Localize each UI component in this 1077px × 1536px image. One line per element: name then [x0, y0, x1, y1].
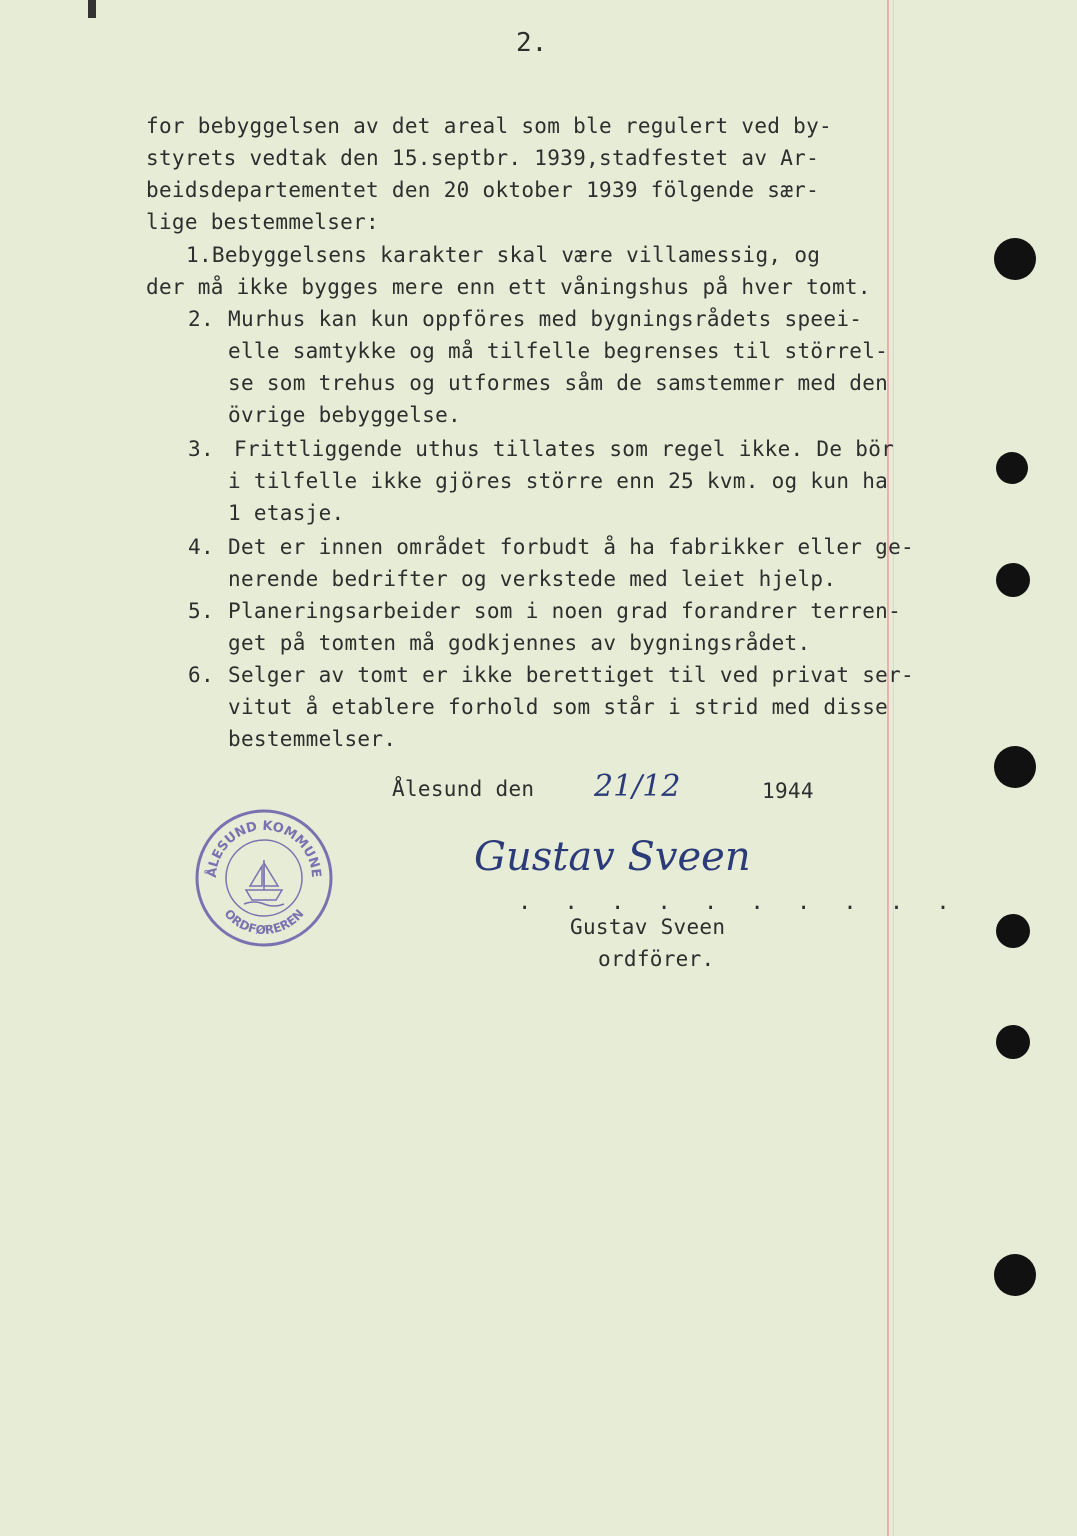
binder-hole: [996, 452, 1028, 484]
stamp-ship-icon: [244, 860, 284, 906]
paragraph-line: beidsdepartementet den 20 oktober 1939 fölgende sær-: [146, 178, 820, 202]
municipal-stamp: [194, 808, 334, 948]
item-6-line: bestemmelser.: [228, 727, 397, 751]
signer-title: ordförer.: [598, 947, 715, 971]
red-margin-line: [887, 0, 889, 1536]
signature-dotted-line: . . . . . . . . . .: [518, 890, 960, 915]
svg-text:Gustav Sveen: Gustav Sveen: [474, 834, 751, 880]
item-2-line: se som trehus og utformes såm de samstemmer med den: [228, 371, 889, 395]
binder-hole: [994, 1254, 1036, 1296]
svg-text:21/12: 21/12: [594, 769, 681, 804]
item-4-line: nerende bedrifter og verkstede med leiet hjelp.: [228, 567, 837, 591]
item-number: 6.: [188, 663, 214, 687]
binder-hole: [996, 914, 1030, 948]
year: 1944: [762, 779, 814, 803]
item-1-line: 1.Bebyggelsens karakter skal være villamessig, og: [186, 243, 821, 267]
stamp-bottom-text: ORDFØREREN: [221, 906, 307, 938]
corner-mark: [88, 0, 96, 18]
item-2-line: övrige bebyggelse.: [228, 403, 461, 427]
red-margin-line-secondary: [893, 0, 894, 1536]
handwritten-date: [590, 768, 690, 808]
page-number: 2.: [516, 28, 548, 58]
place-date-prefix: Ålesund den: [392, 777, 535, 801]
item-4-line: Det er innen området forbudt å ha fabrikker eller ge-: [228, 535, 914, 559]
item-3-line: i tilfelle ikke gjöres större enn 25 kvm. og kun ha: [228, 469, 889, 493]
item-number: 2.: [188, 307, 214, 331]
item-3-line: Frittliggende uthus tillates som regel ikke. De bör: [234, 437, 895, 461]
handwritten-signature: [470, 812, 770, 902]
item-number: 5.: [188, 599, 214, 623]
item-5-line: Planeringsarbeider som i noen grad forandrer terren-: [228, 599, 902, 623]
item-6-line: vitut å etablere forhold som står i strid med disse: [228, 695, 889, 719]
binder-hole: [994, 746, 1036, 788]
paragraph-line: styrets vedtak den 15.septbr. 1939,stadfestet av Ar-: [146, 146, 820, 170]
item-5-line: get på tomten må godkjennes av bygningsrådet.: [228, 631, 811, 655]
signer-name: Gustav Sveen: [570, 915, 726, 939]
item-3-line: 1 etasje.: [228, 501, 345, 525]
binder-hole: [994, 238, 1036, 280]
item-number: 3.: [188, 437, 214, 461]
paragraph-line: for bebyggelsen av det areal som ble regulert ved by-: [146, 114, 832, 138]
binder-hole: [996, 1025, 1030, 1059]
item-2-line: elle samtykke og må tilfelle begrenses til störrel-: [228, 339, 889, 363]
paragraph-line: lige bestemmelser:: [146, 210, 379, 234]
item-6-line: Selger av tomt er ikke berettiget til ved privat ser-: [228, 663, 914, 687]
item-2-line: Murhus kan kun oppföres med bygningsrådets speei-: [228, 307, 863, 331]
binder-hole: [996, 563, 1030, 597]
item-1-line: der må ikke bygges mere enn ett våningshus på hver tomt.: [146, 275, 871, 299]
stamp-top-text: ÅLESUND KOMMUNE: [204, 818, 324, 879]
item-number: 4.: [188, 535, 214, 559]
